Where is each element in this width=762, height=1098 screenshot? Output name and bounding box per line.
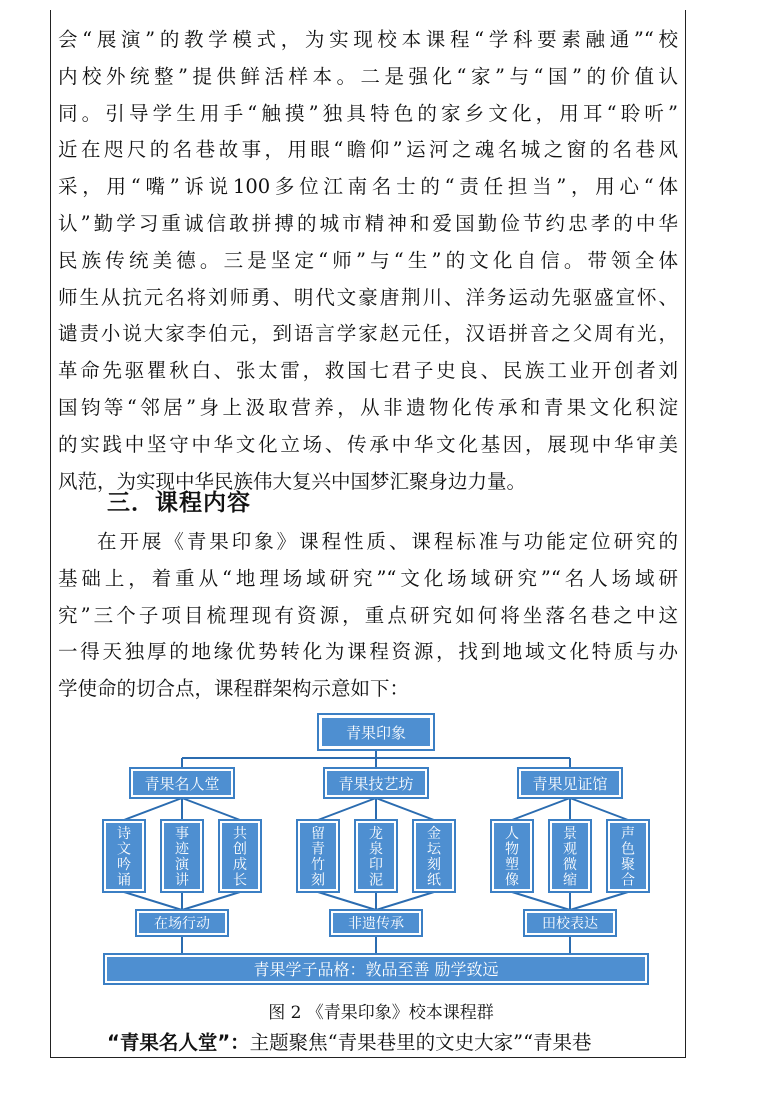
branch-node-mingren xyxy=(130,768,234,798)
branch-node-jianzheng xyxy=(518,768,622,798)
text-line: 国钧等“邻居”身上汲取营养，从非遗物化传承和青果文化积淀 xyxy=(58,395,678,419)
last-line-text: 主题聚焦“青果巷里的文史大家”“青果巷 xyxy=(249,1031,592,1054)
text-line: 同。引导学生用手“触摸”独具特色的家乡文化，用耳“聆听” xyxy=(58,101,678,125)
text-line: 风范，为实现中华民族伟大复兴中国梦汇聚身边力量。 xyxy=(58,469,527,493)
text-line: 师生从抗元名将刘师勇、明代文豪唐荆川、洋务运动先驱盛宣怀、 xyxy=(58,285,678,309)
leaf-label: 留青竹刻 xyxy=(311,826,325,889)
leaf-label: 诗文吟诵 xyxy=(117,826,131,889)
leaf-node xyxy=(491,820,533,892)
leaf-node xyxy=(607,820,649,892)
text-line: 究”三个子项目梳理现有资源，重点研究如何将坐落名巷之中这 xyxy=(58,603,678,627)
text-line: 采，用“嘴”诉说100多位江南名士的“责任担当”，用心“体 xyxy=(58,175,678,199)
text-line: 一得天独厚的地缘优势转化为课程资源，找到地域文化特质与办 xyxy=(58,640,678,664)
bottom-node-tianxiao xyxy=(524,910,616,936)
leaf-node xyxy=(413,820,455,892)
text-line: 基础上，着重从“地理场域研究”“文化场域研究”“名人场域研 xyxy=(58,566,678,590)
branch-label: 青果见证馆 xyxy=(532,775,608,793)
footer-node xyxy=(104,954,648,984)
text-line: 民族传统美德。三是坚定“师”与“生”的文化自信。带领全体 xyxy=(58,248,678,272)
leaf-label: 金坛刻纸 xyxy=(427,826,441,889)
text-line: 的实践中坚守中华文化立场、传承中华文化基因，展现中华审美 xyxy=(58,432,678,456)
text-line: 会“展演”的教学模式，为实现校本课程“学科要素融通”“校 xyxy=(58,28,678,51)
leaf-node xyxy=(297,820,339,892)
branch-node-jiyi xyxy=(324,768,428,798)
root-label: 青果印象 xyxy=(345,724,407,742)
leaf-label: 龙泉印泥 xyxy=(369,826,383,889)
bold-lead: “青果名人堂”： xyxy=(107,1031,250,1054)
figure-caption: 图 2 《青果印象》校本课程群 xyxy=(268,1003,494,1023)
text-line: 内校外统整”提供鲜活样本。二是强化“家”与“国”的价值认 xyxy=(58,64,678,88)
bottom-node-zaichang xyxy=(136,910,228,936)
text-line: 学使命的切合点，课程群架构示意如下： xyxy=(58,677,410,701)
footer-label: 青果学子品格：敦品至善 励学致远 xyxy=(253,960,499,979)
leaf-label: 共创成长 xyxy=(233,826,247,889)
text-line: 近在咫尺的名巷故事，用眼“瞻仰”运河之魂名城之窗的名巷风 xyxy=(58,138,678,162)
branch-label: 青果技艺坊 xyxy=(338,775,414,793)
leaf-node xyxy=(219,820,261,892)
intro-paragraph xyxy=(58,22,678,500)
text-line: 在开展《青果印象》课程性质、课程标准与功能定位研究的 xyxy=(97,530,678,553)
leaf-label: 声色聚合 xyxy=(621,826,635,889)
branch-label: 青果名人堂 xyxy=(144,775,220,793)
course-structure-diagram xyxy=(96,708,656,990)
leaf-node xyxy=(549,820,591,892)
section-heading: 三．课程内容 xyxy=(107,490,251,516)
text-line: 革命先驱瞿秋白、张太雷，救国七君子史良、民族工业开创者刘 xyxy=(58,359,678,383)
last-line xyxy=(107,1027,592,1055)
leaf-nodes xyxy=(103,820,649,892)
root-node xyxy=(318,714,434,750)
leaf-node xyxy=(355,820,397,892)
leaf-label: 事迹演讲 xyxy=(175,826,189,889)
leaf-label: 景观微缩 xyxy=(563,826,577,889)
leaf-label: 人物塑像 xyxy=(505,826,519,889)
text-line: 谴责小说大家李伯元，到语言学家赵元任，汉语拼音之父周有光， xyxy=(58,322,678,346)
bottom-label: 非遗传承 xyxy=(348,916,404,932)
bottom-label: 在场行动 xyxy=(154,916,210,932)
leaf-node xyxy=(103,820,145,892)
bottom-node-feiyi xyxy=(330,910,422,936)
leaf-node xyxy=(161,820,203,892)
section-paragraph xyxy=(58,524,678,708)
text-line: 认”勤学习重诚信敢拼搏的城市精神和爱国勤俭节约忠孝的中华 xyxy=(58,211,678,235)
bottom-label: 田校表达 xyxy=(542,916,598,932)
